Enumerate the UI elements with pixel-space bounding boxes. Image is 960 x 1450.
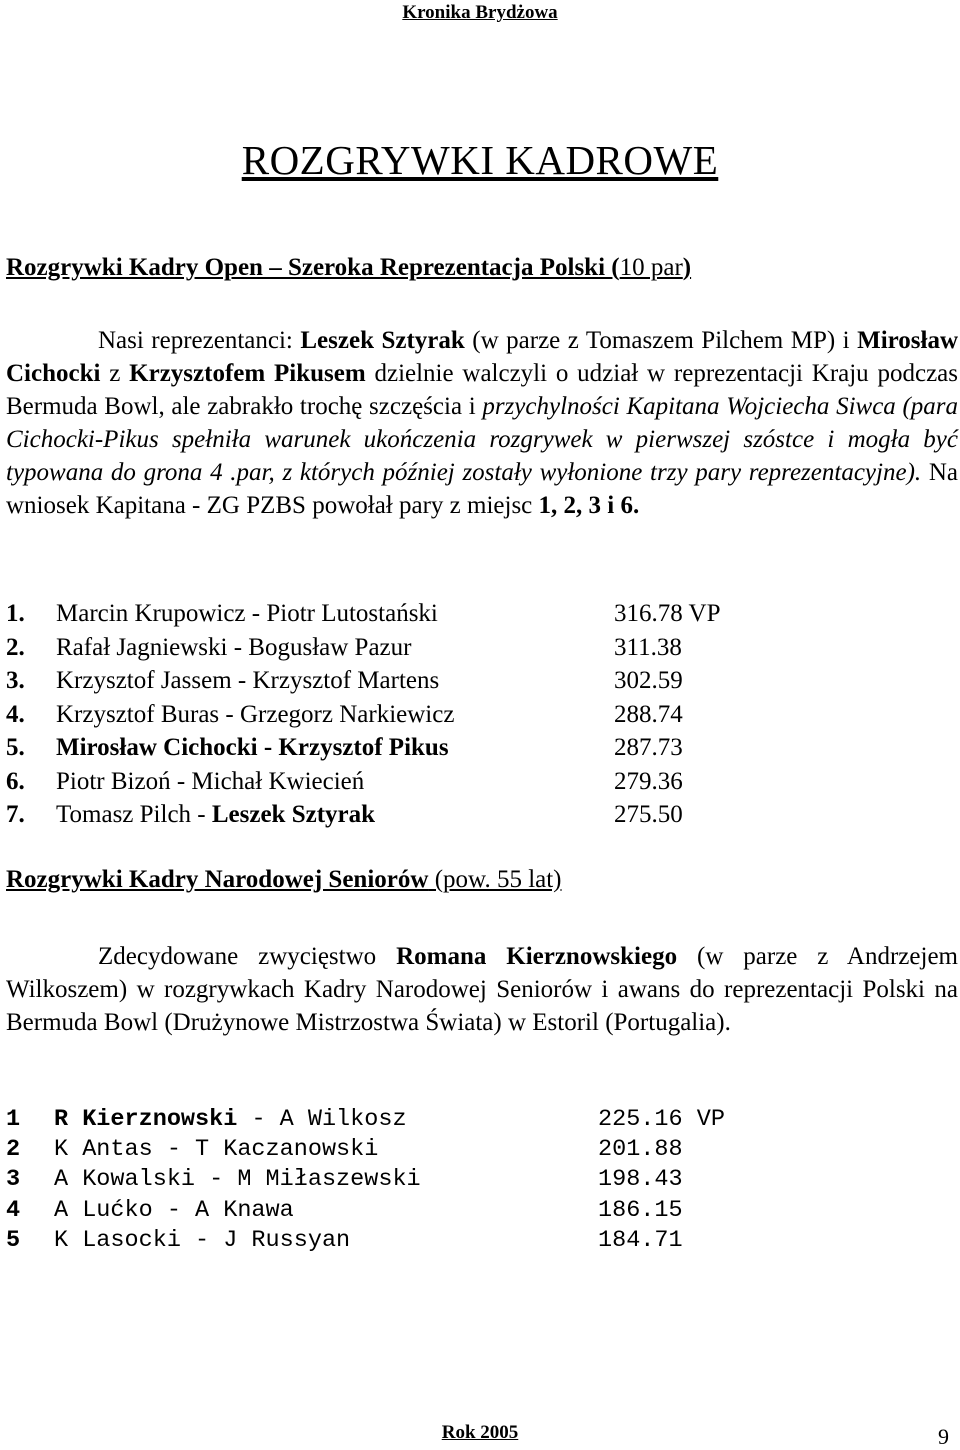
result-rank: 6. bbox=[6, 767, 25, 795]
list-item bbox=[6, 1226, 725, 1256]
result-pair-plain: - A Wilkosz bbox=[237, 1106, 407, 1133]
list-item bbox=[6, 765, 721, 799]
list-item bbox=[6, 698, 721, 732]
result-pair bbox=[56, 798, 614, 832]
result-score: 201.88 bbox=[598, 1136, 683, 1164]
running-header: Kronika Brydżowa bbox=[402, 2, 558, 23]
result-pair: Mirosław Cichocki - Krzysztof Pikus bbox=[56, 734, 449, 761]
result-score: 311.38 bbox=[614, 633, 682, 661]
list-item bbox=[6, 798, 721, 832]
result-score: 302.59 bbox=[614, 667, 683, 694]
section-heading-open-text: Rozgrywki Kadry Open – Szeroka Reprezentacja Polski ( bbox=[6, 254, 620, 281]
result-score: 279.36 bbox=[614, 767, 683, 795]
seniors-results-list bbox=[6, 1105, 725, 1256]
result-score: 288.74 bbox=[614, 700, 683, 728]
result-pair: Piotr Bizoń - Michał Kwiecień bbox=[56, 767, 365, 795]
result-pair bbox=[54, 1105, 598, 1135]
seniors-intro-paragraph bbox=[6, 940, 958, 1039]
intro-text: Nasi reprezentanci: bbox=[98, 327, 301, 354]
section-heading-seniors bbox=[6, 866, 562, 894]
result-pair: K Lasocki - J Russyan bbox=[54, 1226, 351, 1254]
result-pair-bold: R Kierznowski bbox=[54, 1106, 238, 1133]
result-score: 225.16 VP bbox=[598, 1106, 725, 1133]
result-rank: 3 bbox=[6, 1166, 21, 1194]
intro-bold-places: 1, 2, 3 i 6. bbox=[538, 492, 640, 519]
list-item bbox=[6, 1196, 725, 1226]
intro-italic-note: przychylności Kapitana Wojciecha Siwca (para Cichocki-Pikus spełniła warunek ukończenia rozgrywek w pierwszej szóstce i mogła być typowana do grona 4 .par, z których później zostały wyłonione trzy pary reprezentacyjne). bbox=[6, 393, 959, 486]
section-heading-seniors-tail: (pow. 55 lat) bbox=[428, 866, 562, 893]
intro-bold-name: Krzysztofem Pikusem bbox=[129, 360, 366, 387]
result-rank: 1. bbox=[6, 600, 25, 627]
result-pair: Marcin Krupowicz - Piotr Lutostański bbox=[56, 600, 438, 627]
open-results-list bbox=[6, 597, 721, 832]
result-pair: Rafał Jagniewski - Bogusław Pazur bbox=[56, 633, 412, 661]
result-rank: 4. bbox=[6, 700, 25, 728]
list-item bbox=[6, 664, 721, 698]
result-pair: K Antas - T Kaczanowski bbox=[54, 1136, 379, 1164]
page-title: ROZGRYWKI KADROWE bbox=[241, 137, 719, 183]
result-score: 287.73 bbox=[614, 734, 683, 761]
open-intro-paragraph bbox=[6, 324, 958, 522]
result-rank: 2 bbox=[6, 1136, 21, 1164]
result-rank: 4 bbox=[6, 1196, 21, 1224]
page-number: 9 bbox=[938, 1424, 949, 1449]
section-heading-open-close: ) bbox=[682, 254, 692, 281]
intro-text: (w parze z Tomaszem Pilchem MP) i bbox=[464, 327, 858, 354]
result-rank: 1 bbox=[6, 1106, 21, 1133]
list-item bbox=[6, 731, 721, 765]
result-pair: Krzysztof Jassem - Krzysztof Martens bbox=[56, 667, 440, 694]
list-item bbox=[6, 1165, 725, 1195]
result-rank: 5. bbox=[6, 734, 25, 761]
section-heading-open bbox=[6, 254, 691, 282]
result-rank: 5 bbox=[6, 1226, 21, 1254]
result-pair: A Lućko - A Knawa bbox=[54, 1196, 294, 1224]
intro-bold-name: Mirosław Cichocki bbox=[6, 327, 959, 387]
result-rank: 7. bbox=[6, 801, 25, 828]
list-item bbox=[6, 1105, 725, 1135]
result-pair: A Kowalski - M Miłaszewski bbox=[54, 1166, 421, 1194]
result-pair-plain: Tomasz Pilch - bbox=[56, 801, 212, 828]
result-score: 184.71 bbox=[598, 1226, 683, 1254]
result-pair-bold: Leszek Sztyrak bbox=[211, 801, 376, 828]
section-heading-open-count: 10 par bbox=[619, 254, 683, 281]
intro-text: Na wniosek Kapitana - ZG PZBS powołał pary z miejsc bbox=[6, 459, 959, 519]
intro-text: dzielnie walczyli o udział w reprezentacji Kraju podczas Bermuda Bowl, ale zabrakło trochę szczęścia i bbox=[6, 360, 958, 420]
result-score: 186.15 bbox=[598, 1196, 683, 1224]
result-pair: Krzysztof Buras - Grzegorz Narkiewicz bbox=[56, 700, 455, 728]
list-item bbox=[6, 597, 721, 631]
result-rank: 3. bbox=[6, 667, 25, 694]
list-item bbox=[6, 1135, 725, 1165]
intro-text: Zdecydowane zwycięstwo bbox=[98, 943, 397, 970]
intro-text: z bbox=[100, 360, 130, 387]
intro-text: (w parze z Andrzejem Wilkoszem) w rozgrywkach Kadry Narodowej Seniorów i awans do reprezentacji Polski na Bermuda Bowl (Drużynowe Mistrzostwa Świata) w Estoril (Portugalia). bbox=[6, 943, 958, 1036]
intro-bold-name: Romana Kierznowskiego bbox=[396, 943, 678, 970]
result-score: 275.50 bbox=[614, 801, 683, 828]
list-item bbox=[6, 631, 721, 665]
result-score: 316.78 VP bbox=[614, 600, 721, 627]
intro-bold-name: Leszek Sztyrak bbox=[300, 327, 465, 354]
section-heading-seniors-text: Rozgrywki Kadry Narodowej Seniorów bbox=[6, 866, 429, 893]
running-footer: Rok 2005 bbox=[441, 1422, 519, 1443]
result-score: 198.43 bbox=[598, 1166, 683, 1194]
result-rank: 2. bbox=[6, 633, 25, 661]
